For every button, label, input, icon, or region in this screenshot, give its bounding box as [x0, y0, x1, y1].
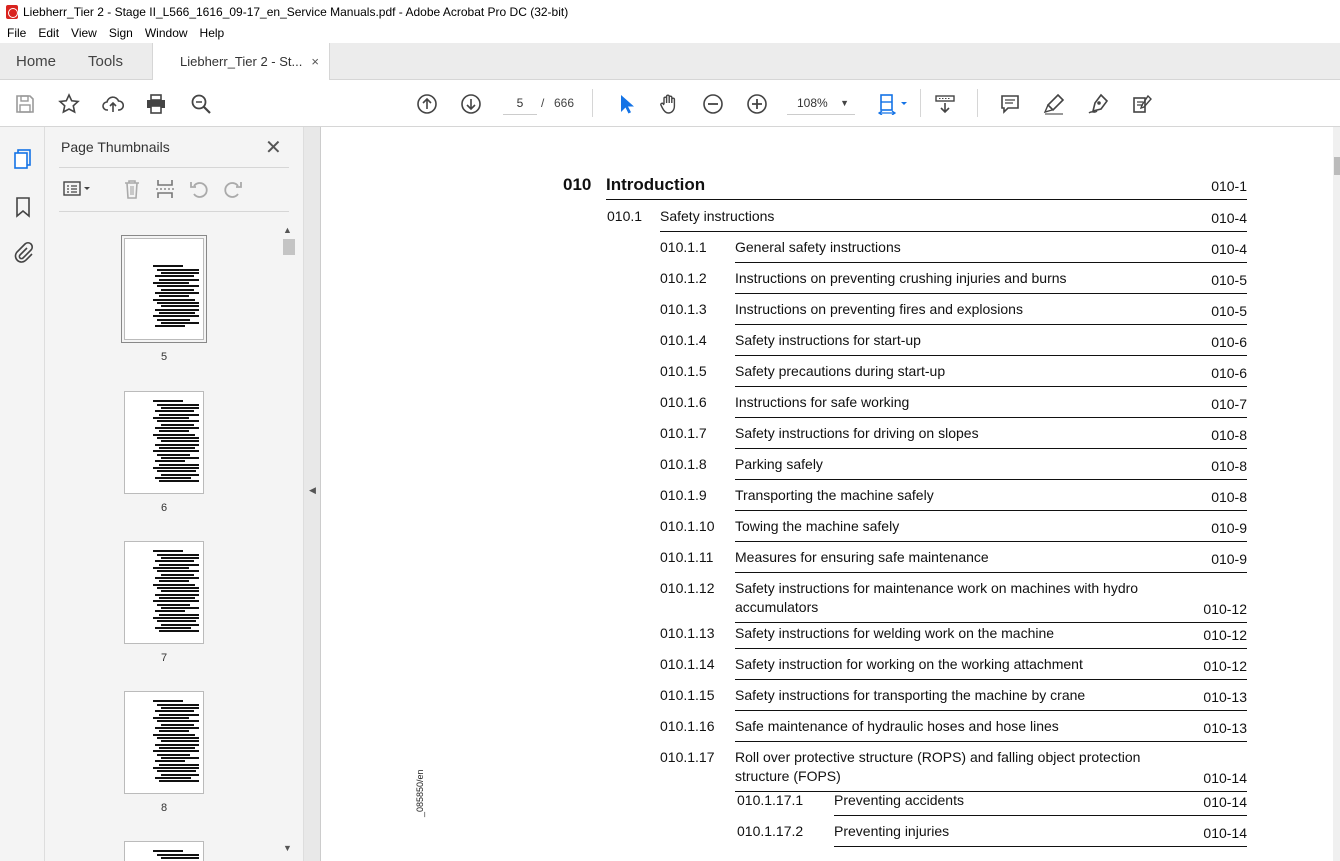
thumbnail-text-line: [153, 417, 189, 419]
thumbnail-text-line: [153, 282, 189, 284]
thumbnail-text-line: [153, 567, 189, 569]
toc-entry-number: 010.1.1: [660, 239, 707, 255]
print-icon[interactable]: [144, 92, 168, 116]
acrobat-icon: [6, 5, 18, 19]
menu-bar: [0, 23, 1340, 43]
toc-entry-page: 010-12: [1203, 658, 1247, 674]
thumbnail-text-line: [157, 454, 190, 456]
thumbnail-text-line: [153, 600, 199, 602]
thumbnail-text-line: [155, 477, 191, 479]
thumbnail-text-line: [159, 414, 199, 416]
toc-subentry-title: Preventing injuries: [834, 823, 950, 839]
toolbar-divider: [592, 89, 593, 117]
toc-entry-title: Safety instructions for welding work on the machine: [735, 625, 1055, 641]
page-side-code: _085850/en: [415, 769, 425, 817]
toc-entry-page: 010-12: [1203, 601, 1247, 617]
toc-rule: [735, 355, 1247, 356]
document-scrollbar[interactable]: [1333, 127, 1340, 861]
thumbnail-text-line: [157, 554, 199, 556]
page-thumbnails-icon[interactable]: [11, 147, 35, 171]
toc-entry-title: Roll over protective structure (ROPS) and falling object protection: [735, 749, 1141, 765]
toc-entry-title: General safety instructions: [735, 239, 901, 255]
thumbnail-text-line: [161, 574, 194, 576]
scroll-mode-icon[interactable]: [933, 92, 957, 116]
thumbnail-text-line: [159, 447, 195, 449]
collapse-panel-icon[interactable]: ◀: [309, 485, 316, 495]
menu-file[interactable]: File: [7, 26, 27, 40]
toc-rule: [834, 846, 1247, 847]
left-navigation-rail: [0, 127, 45, 861]
panel-splitter[interactable]: [303, 127, 321, 861]
toc-section-page: 010-4: [1211, 210, 1247, 226]
thumbnail-text-line: [155, 460, 185, 462]
thumbnail-text-line: [159, 564, 199, 566]
upload-icon[interactable]: [101, 92, 125, 116]
zoom-out-icon[interactable]: [701, 92, 725, 116]
tab-document-label: Liebherr_Tier 2 - St...: [180, 54, 303, 69]
thumbnail-text-line: [157, 737, 199, 739]
thumbnail-text-line: [153, 717, 189, 719]
thumbnail-text-line: [161, 590, 199, 592]
toc-entry-row[interactable]: [660, 301, 1247, 332]
panel-divider: [59, 167, 289, 168]
thumbnail-text-line: [161, 757, 199, 759]
thumbnail-text-line: [157, 620, 196, 622]
toc-entry-page: 010-8: [1211, 458, 1247, 474]
toc-entry-row[interactable]: [660, 549, 1247, 580]
thumbnail-text-line: [159, 597, 195, 599]
toolbar-divider: [920, 89, 921, 117]
toc-rule: [735, 679, 1247, 680]
rotate-left-icon[interactable]: [188, 178, 210, 205]
toc-entry-title: Safety instructions for driving on slopes: [735, 425, 979, 441]
toc-entry-number: 010.1.10: [660, 518, 715, 534]
thumbnail-options-icon[interactable]: [61, 179, 95, 204]
thumbnail-text-line: [155, 610, 185, 612]
toc-entry-row[interactable]: [660, 749, 1247, 794]
thumbnail-text-line: [153, 584, 195, 586]
toc-entry-row[interactable]: [660, 718, 1247, 749]
fit-page-icon[interactable]: [876, 92, 912, 116]
thumbnail-text-line: [157, 437, 199, 439]
thumbnail-text-line: [161, 440, 199, 442]
panel-divider: [59, 211, 289, 212]
toc-subentry-page: 010-14: [1203, 825, 1247, 841]
search-zoom-icon[interactable]: [189, 92, 213, 116]
toc-entry-number: 010.1.3: [660, 301, 707, 317]
thumbnail-page-number: 8: [160, 802, 168, 814]
thumbnail-text-line: [153, 617, 199, 619]
toc-entry-row[interactable]: [660, 456, 1247, 487]
scroll-down-icon[interactable]: ▼: [283, 843, 292, 853]
toc-entry-page: 010-8: [1211, 489, 1247, 505]
document-view[interactable]: [321, 127, 1333, 861]
toc-entry-title: Safe maintenance of hydraulic hoses and hose lines: [735, 718, 1059, 734]
thumbnail-text-line: [157, 269, 199, 271]
toc-section-row[interactable]: [607, 208, 1247, 234]
thumbnail-text-line: [155, 777, 191, 779]
thumbnail-text-line: [161, 740, 199, 742]
toc-rule: [735, 741, 1247, 742]
thumbnail-list: [45, 223, 279, 861]
thumbnail-page-number: 7: [160, 652, 168, 664]
thumbnail-text-line: [161, 774, 199, 776]
toc-entry-row[interactable]: [660, 425, 1247, 456]
thumbnail-text-line: [159, 464, 199, 466]
toc-chapter-title: Introduction: [606, 175, 706, 194]
toc-rule: [735, 448, 1247, 449]
thumbnail-text-line: [155, 560, 194, 562]
toc-rule: [735, 324, 1247, 325]
toc-rule: [735, 510, 1247, 511]
toc-entry-row[interactable]: [660, 580, 1247, 625]
thumbnail-text-line: [161, 607, 199, 609]
page-number-input[interactable]: 5: [503, 91, 537, 115]
toc-subentry-title: Preventing accidents: [834, 792, 964, 808]
thumbnail-text-line: [159, 730, 189, 732]
thumbnail-text-line: [161, 624, 199, 626]
thumbnail-text-line: [161, 407, 199, 409]
panel-title: Page Thumbnails: [61, 139, 170, 155]
save-icon[interactable]: [13, 92, 37, 116]
thumbnail-text-line: [159, 764, 199, 766]
toc-entry-page: 010-9: [1211, 551, 1247, 567]
thumbnail-text-line: [155, 577, 199, 579]
toc-rule: [735, 417, 1247, 418]
tab-bar: [0, 43, 1340, 80]
menu-help[interactable]: Help: [199, 26, 225, 40]
toc-entry-number: 010.1.2: [660, 270, 707, 286]
thumbnail-text-line: [153, 450, 199, 452]
toolbar-divider: [977, 89, 978, 117]
scrollbar-thumb[interactable]: [283, 239, 295, 255]
scrollbar-thumb[interactable]: [1334, 157, 1340, 175]
thumbnail-text-line: [161, 557, 199, 559]
thumbnail-text-line: [155, 594, 199, 596]
page-thumbnail[interactable]: [124, 841, 204, 861]
toc-rule: [660, 231, 1247, 232]
thumbnail-text-line: [153, 467, 199, 469]
toc-entry-title: Safety instructions for transporting the machine by crane: [735, 687, 1086, 703]
toc-entry-number: 010.1.12: [660, 580, 715, 596]
toc-entry-title: Safety precautions during start-up: [735, 363, 946, 379]
toc-rule: [735, 262, 1247, 263]
thumbnail-text-line: [161, 424, 194, 426]
toc-chapter-number: 010: [563, 175, 592, 194]
toc-entry-number: 010.1.7: [660, 425, 707, 441]
toc-entry-number: 010.1.6: [660, 394, 707, 410]
thumbnail-text-line: [159, 580, 189, 582]
toc-section-title: Safety instructions: [660, 208, 775, 224]
thumbnail-text-line: [161, 724, 194, 726]
thumbnail-text-line: [161, 707, 199, 709]
zoom-value: 108%: [797, 96, 828, 110]
comment-icon[interactable]: [998, 92, 1022, 116]
toc-entry-row[interactable]: [660, 239, 1247, 270]
thumbnail-text-line: [155, 275, 194, 277]
toc-entry-number: 010.1.8: [660, 456, 707, 472]
tab-document[interactable]: [152, 43, 330, 80]
toc-entry-number: 010.1.14: [660, 656, 715, 672]
toc-entry-page: 010-6: [1211, 365, 1247, 381]
thumbnail-text-line: [153, 550, 183, 552]
page-thumbnail[interactable]: [124, 391, 204, 494]
bookmark-icon[interactable]: [11, 195, 35, 219]
thumbnail-page-number: 6: [160, 502, 168, 514]
thumbnail-text-line: [157, 420, 199, 422]
toc-entry-page: 010-7: [1211, 396, 1247, 412]
thumbnail-text-line: [159, 714, 199, 716]
toc-entry-row[interactable]: [660, 332, 1247, 363]
tab-tools[interactable]: Tools: [88, 53, 124, 70]
thumbnail-text-line: [157, 587, 199, 589]
thumbnail-text-line: [153, 265, 183, 267]
toc-subentry-number: 010.1.17.1: [737, 792, 804, 808]
menu-view[interactable]: View: [71, 26, 97, 40]
thumbnail-text-line: [155, 325, 185, 327]
toc-entry-number: 010.1.11: [660, 549, 714, 565]
toc-entry-page: 010-13: [1203, 720, 1247, 736]
toc-entry-number: 010.1.16: [660, 718, 715, 734]
page-thumbnail[interactable]: [124, 238, 204, 340]
thumbnail-text-line: [155, 760, 185, 762]
toc-rule: [735, 293, 1247, 294]
thumbnail-text-line: [157, 604, 190, 606]
thumbnail-text-line: [155, 427, 199, 429]
toc-rule: [735, 386, 1247, 387]
thumbnail-text-line: [153, 767, 199, 769]
thumbnail-text-line: [157, 285, 199, 287]
thumbnail-text-line: [155, 727, 199, 729]
toc-entry-page: 010-5: [1211, 272, 1247, 288]
menu-sign[interactable]: Sign: [108, 26, 133, 40]
toc-entry-row[interactable]: [660, 487, 1247, 518]
sign-icon[interactable]: [1086, 92, 1110, 116]
scroll-up-icon[interactable]: ▲: [283, 225, 292, 235]
thumbnail-text-line: [157, 570, 199, 572]
toc-entry-page: 010-6: [1211, 334, 1247, 350]
thumbnail-text-line: [157, 704, 199, 706]
thumbnail-text-line: [155, 309, 199, 311]
page-down-icon[interactable]: [459, 92, 483, 116]
thumbnail-text-line: [159, 780, 199, 782]
thumbnail-text-line: [157, 854, 199, 856]
toc-entry-page: 010-13: [1203, 689, 1247, 705]
thumbnail-text-line: [155, 627, 191, 629]
thumbnail-text-line: [157, 302, 199, 304]
toc-rule: [606, 199, 1247, 200]
window-title: Liebherr_Tier 2 - Stage II_L566_1616_09-17_en_Service Manuals.pdf - Adobe Acrobat Pro DC (32-bit): [23, 4, 569, 19]
toc-entry-row[interactable]: [660, 270, 1247, 301]
toc-rule: [735, 541, 1247, 542]
thumbnail-text-line: [155, 710, 194, 712]
toc-entry-title-continued: accumulators: [735, 599, 819, 615]
toc-entry-title: Instructions on preventing crushing injuries and burns: [735, 270, 1067, 286]
title-bar: [0, 0, 1340, 23]
toc-entry-page: 010-12: [1203, 627, 1247, 643]
toc-entry-number: 010.1.13: [660, 625, 715, 641]
toc-entry-title: Safety instructions for start-up: [735, 332, 921, 348]
thumbnail-text-line: [161, 272, 199, 274]
select-cursor-icon[interactable]: [614, 92, 638, 116]
toc-entry-row[interactable]: [660, 687, 1247, 718]
thumbnail-text-line: [159, 295, 189, 297]
thumbnail-text-line: [159, 480, 199, 482]
toc-entry-number: 010.1.9: [660, 487, 707, 503]
toc-rule: [735, 710, 1247, 711]
tab-close-button[interactable]: ×: [311, 54, 319, 69]
thumbnail-text-line: [161, 474, 199, 476]
toc-entry-number: 010.1.17: [660, 749, 715, 765]
toc-entry-number: 010.1.4: [660, 332, 707, 348]
toc-entry-page: 010-14: [1203, 770, 1247, 786]
menu-window[interactable]: Window: [144, 26, 188, 40]
thumbnail-text-line: [159, 747, 195, 749]
thumbnail-text-line: [157, 319, 190, 321]
panel-toolbar: [59, 177, 289, 203]
toc-chapter-page: 010-1: [1211, 178, 1247, 194]
tab-home[interactable]: Home: [16, 53, 57, 70]
thumbnail-text-line: [159, 430, 189, 432]
toc-rule: [735, 572, 1247, 573]
toc-subentry-number: 010.1.17.2: [737, 823, 804, 839]
panel-close-button[interactable]: ✕: [265, 137, 282, 159]
thumbnail-text-line: [155, 444, 199, 446]
thumbnail-text-line: [161, 857, 199, 859]
toc-entry-title: Safety instruction for working on the working attachment: [735, 656, 1083, 672]
page-up-icon[interactable]: [415, 92, 439, 116]
toc-subentry-row[interactable]: [737, 823, 1247, 854]
thumbnail-text-line: [157, 720, 199, 722]
thumbnail-text-line: [161, 322, 199, 324]
redact-icon[interactable]: [1130, 92, 1154, 116]
thumbnail-page-number: 5: [160, 351, 168, 363]
toc-entry-page: 010-4: [1211, 241, 1247, 257]
toc-entry-number: 010.1.5: [660, 363, 707, 379]
toc-entry-title: Transporting the machine safely: [735, 487, 934, 503]
page-thumbnail[interactable]: [124, 541, 204, 644]
toc-subentry-page: 010-14: [1203, 794, 1247, 810]
highlight-pen-icon[interactable]: [1042, 92, 1066, 116]
toc-entry-title: Instructions for safe working: [735, 394, 910, 410]
chevron-down-icon: ▼: [840, 98, 849, 108]
thumbnail-text-line: [161, 457, 199, 459]
thumbnail-scrollbar[interactable]: [281, 223, 295, 861]
thumbnail-text-line: [157, 770, 196, 772]
thumbnail-text-line: [153, 299, 195, 301]
toc-entry-title: Instructions on preventing fires and explosions: [735, 301, 1023, 317]
toc-entry-page: 010-9: [1211, 520, 1247, 536]
toc-entry-title: Towing the machine safely: [735, 518, 900, 534]
delete-page-icon[interactable]: [121, 178, 143, 205]
page-separator: /: [541, 96, 545, 110]
thumbnail-text-line: [159, 630, 199, 632]
thumbnail-text-line: [153, 734, 195, 736]
thumbnail-text-line: [159, 312, 195, 314]
toc-entry-row[interactable]: [660, 394, 1247, 425]
thumbnail-text-line: [153, 750, 199, 752]
thumbnail-text-line: [157, 404, 199, 406]
thumbnail-text-line: [159, 614, 199, 616]
thumbnail-text-line: [153, 700, 183, 702]
toc-entry-title: Safety instructions for maintenance work on machines with hydro: [735, 580, 1139, 596]
thumbnail-text-line: [155, 744, 199, 746]
thumbnail-text-line: [153, 850, 183, 852]
thumbnail-text-line: [155, 410, 194, 412]
thumbnail-text-line: [153, 315, 199, 317]
toc-entry-title: Measures for ensuring safe maintenance: [735, 549, 989, 565]
thumbnail-text-line: [153, 434, 195, 436]
toc-entry-row[interactable]: [660, 625, 1247, 656]
toc-entry-row[interactable]: [660, 363, 1247, 394]
page-thumbnails-panel: [45, 127, 303, 861]
main-toolbar: [0, 80, 1340, 127]
thumbnail-text-line: [161, 305, 199, 307]
hand-icon[interactable]: [657, 92, 681, 116]
star-icon[interactable]: [57, 92, 81, 116]
zoom-in-icon[interactable]: [745, 92, 769, 116]
page-total: 666: [554, 96, 575, 110]
toc-entry-number: 010.1.15: [660, 687, 715, 703]
thumbnail-text-line: [157, 470, 196, 472]
toc-rule: [834, 815, 1247, 816]
thumbnail-text-line: [161, 289, 194, 291]
toc-entry-title: Parking safely: [735, 456, 823, 472]
thumbnail-text-line: [157, 754, 190, 756]
toc-entry-title-continued: structure (FOPS): [735, 768, 841, 784]
toc-section-number: 010.1: [607, 208, 643, 224]
thumbnail-text-line: [153, 400, 183, 402]
toc-entry-page: 010-5: [1211, 303, 1247, 319]
toc-rule: [735, 622, 1247, 623]
rotate-right-icon[interactable]: [222, 178, 244, 205]
toc-entry-row[interactable]: [660, 518, 1247, 549]
menu-edit[interactable]: Edit: [38, 26, 60, 40]
toc-rule: [735, 479, 1247, 480]
toc-entry-row[interactable]: [660, 656, 1247, 687]
toc-rule: [735, 648, 1247, 649]
zoom-select[interactable]: [787, 91, 855, 115]
thumbnail-text-line: [159, 279, 199, 281]
toc-entry-page: 010-8: [1211, 427, 1247, 443]
attachment-icon[interactable]: [11, 240, 35, 264]
toc-subentry-row[interactable]: [737, 792, 1247, 823]
thumbnail-text-line: [155, 292, 199, 294]
toc-chapter-row[interactable]: [563, 175, 1247, 201]
page-thumbnail[interactable]: [124, 691, 204, 794]
extract-page-icon[interactable]: [154, 178, 176, 205]
